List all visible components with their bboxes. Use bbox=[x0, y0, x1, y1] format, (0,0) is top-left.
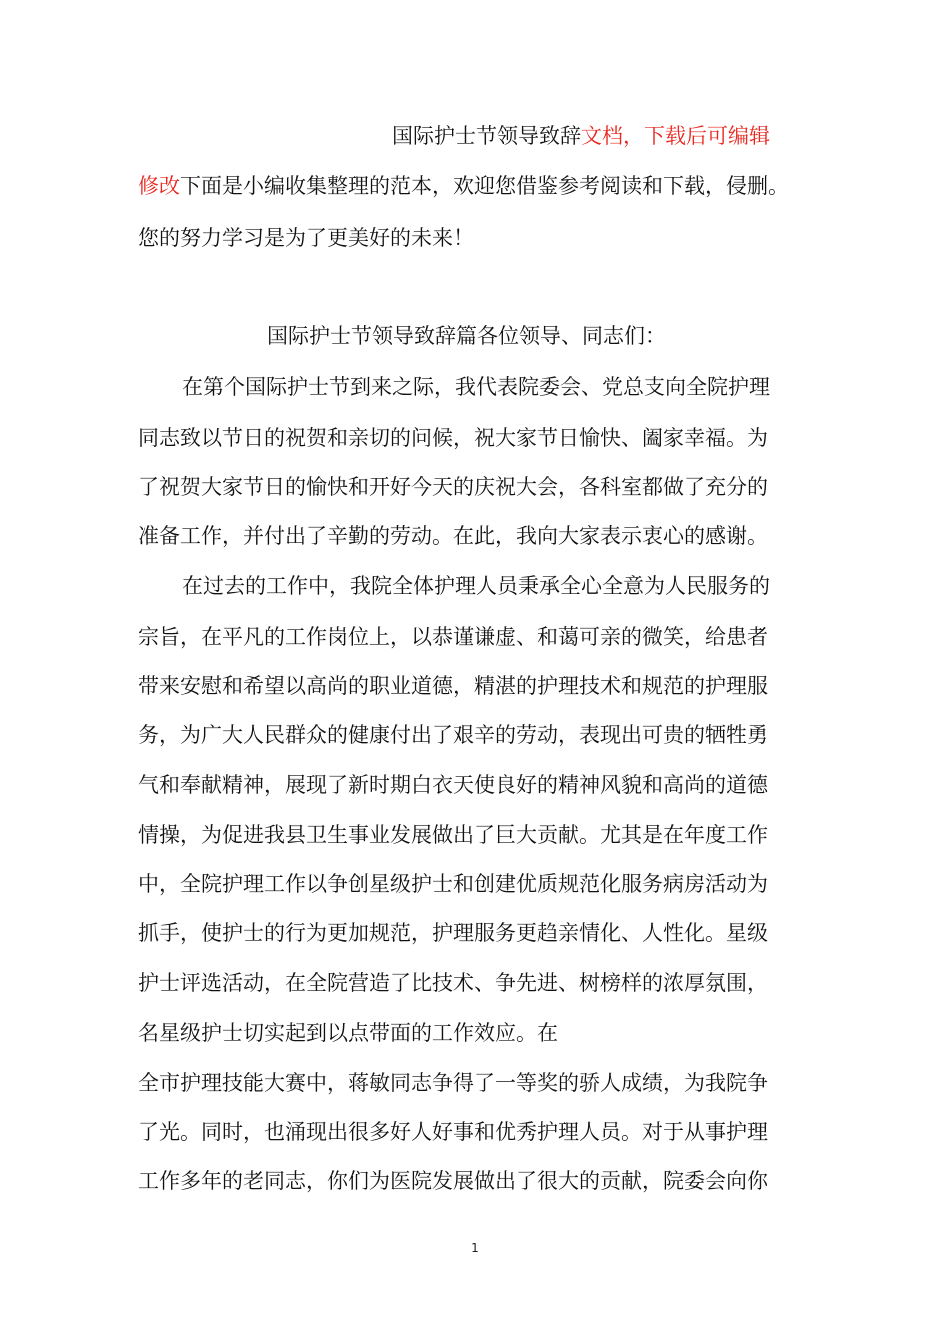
document-title: 国际护士节领导致辞 bbox=[392, 124, 581, 148]
body-line: 了光。同时，也涌现出很多好人好事和优秀护理人员。对于从事护理 bbox=[138, 1120, 768, 1144]
body-line: 中，全院护理工作以争创星级护士和创建优质规范化服务病房活动为 bbox=[138, 872, 768, 896]
page-number: 1 bbox=[471, 1241, 479, 1255]
body-line: 带来安慰和希望以高尚的职业道德，精湛的护理技术和规范的护理服 bbox=[138, 674, 768, 698]
intro-line-2 bbox=[138, 223, 474, 253]
body-line: 了祝贺大家节日的愉快和开好今天的庆祝大会，各科室都做了充分的 bbox=[138, 475, 768, 499]
body-line: 气和奉献精神，展现了新时期白衣天使良好的精神风貌和高尚的道德 bbox=[138, 773, 768, 797]
body-line: 同志致以节日的祝贺和亲切的问候，祝大家节日愉快、阖家幸福。为 bbox=[138, 426, 768, 450]
body-line: 名星级护士切实起到以点带面的工作效应。在 bbox=[138, 1021, 558, 1045]
editable-note: 文档，下载后可编辑 bbox=[581, 124, 770, 148]
body-line: 全市护理技能大赛中，蒋敏同志争得了一等奖的骄人成绩，为我院争 bbox=[138, 1071, 768, 1095]
intro-text: 下面是小编收集整理的范本，欢迎您借鉴参考阅读和下载，侵删。 bbox=[180, 174, 789, 198]
body-line: 准备工作，并付出了辛勤的劳动。在此，我向大家表示衷心的感谢。 bbox=[138, 524, 768, 548]
body-line: 抓手，使护士的行为更加规范，护理服务更趋亲情化、人性化。星级 bbox=[138, 921, 768, 945]
body-line: 情操，为促进我县卫生事业发展做出了巨大贡献。尤其是在年度工作 bbox=[138, 823, 768, 847]
heading-text: 国际护士节领导致辞篇各位领导、同志们： bbox=[267, 324, 666, 348]
body-line: 务，为广大人民群众的健康付出了艰辛的劳动，表现出可贵的牺牲勇 bbox=[138, 723, 768, 747]
body-line: 护士评选活动，在全院营造了比技术、争先进、树榜样的浓厚氛围， bbox=[138, 971, 768, 995]
title-line bbox=[392, 121, 770, 151]
intro-text-2: 您的努力学习是为了更美好的未来！ bbox=[138, 226, 474, 250]
body-line: 工作多年的老同志，你们为医院发展做出了很大的贡献，院委会向你 bbox=[138, 1169, 768, 1193]
editable-note-cont: 修改 bbox=[138, 174, 180, 198]
body-line: 在第个国际护士节到来之际，我代表院委会、党总支向全院护理 bbox=[182, 375, 770, 399]
body-line: 宗旨，在平凡的工作岗位上，以恭谨谦虚、和蔼可亲的微笑，给患者 bbox=[138, 625, 768, 649]
body-line: 在过去的工作中，我院全体护理人员秉承全心全意为人民服务的 bbox=[182, 574, 770, 598]
section-heading bbox=[267, 321, 666, 351]
intro-line-1 bbox=[138, 171, 789, 201]
